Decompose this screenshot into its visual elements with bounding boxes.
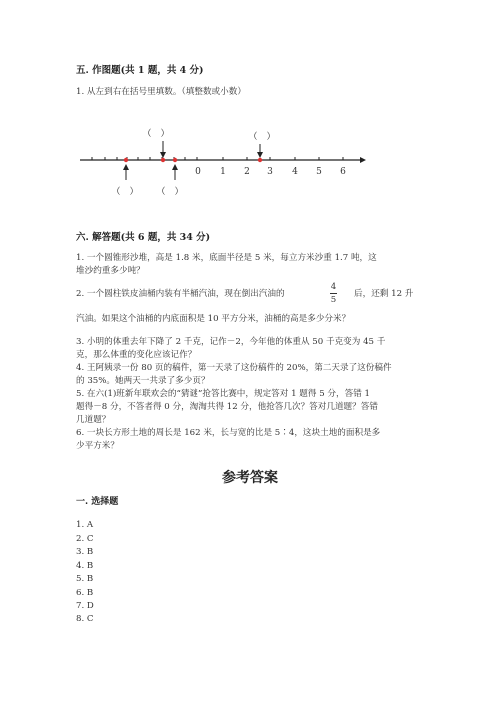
point-marker-4: [258, 158, 262, 162]
section5-question-1: 1. 从左到右在括号里填数。（填整数或小数）: [76, 87, 246, 97]
point-marker-3: [173, 158, 177, 162]
fraction-numerator: 4: [330, 282, 337, 292]
blank-top-1: （ ）: [142, 129, 170, 139]
point-marker-1: [124, 158, 128, 162]
question-3-line-1: 3. 小明的体重去年下降了 2 千克，记作－2，今年他的体重从 50 千克变为 45 千: [76, 337, 386, 347]
tick-label-5: 5: [316, 167, 322, 177]
fraction-bar: [330, 293, 337, 294]
tick-label-3: 3: [267, 167, 273, 177]
question-2-line-1: 2. 一个圆柱铁皮油桶内装有半桶汽油，现在倒出汽油的: [76, 289, 285, 299]
arrow-down-1-head: [160, 152, 166, 158]
question-5-line-1: 5. 在六(1)班新年联欢会的“猜谜”抢答比赛中，规定答对 1 题得 5 分，答错 1: [76, 389, 370, 399]
question-2-line-2: 汽油。如果这个油桶的内底面积是 10 平方分米，油桶的高是多少分米？: [76, 314, 351, 324]
answer-item: 1. A: [76, 520, 94, 530]
answer-item: 8. C: [76, 614, 94, 624]
answer-item: 7. D: [76, 601, 94, 611]
answer-item: 3. B: [76, 547, 94, 557]
question-4-line-1: 4. 王阿姨录一份 80 页的稿件，第一天录了这份稿件的 20%，第二天录了这份稿件: [76, 363, 392, 373]
fraction-four-fifths: [330, 282, 337, 305]
question-5-line-2: 题得－8 分，不答者得 0 分，淘淘共得 12 分，他抢答几次？答对几道题？答错: [76, 402, 378, 412]
blank-top-2: （ ）: [248, 132, 276, 142]
answer-item: 6. B: [76, 588, 94, 598]
question-3-line-2: 克，那么体重的变化应该记作？: [76, 350, 197, 360]
tick-label-2: 2: [244, 167, 250, 177]
tick-label-6: 6: [340, 167, 346, 177]
answers-title: 参考答案: [222, 470, 278, 486]
point-marker-2: [161, 158, 165, 162]
section6-heading: 六. 解答题(共 6 题，共 34 分): [76, 232, 211, 243]
answer-item: 5. B: [76, 574, 94, 584]
answers-section-1-heading: 一. 选择题: [76, 497, 119, 507]
question-2-line-1-end: 后，还剩 12 升: [354, 289, 414, 299]
arrow-up-1-head: [123, 164, 129, 170]
question-5-line-3: 几道题？: [76, 415, 111, 425]
question-1-line-2: 堆沙约重多少吨？: [76, 266, 145, 276]
number-line-figure: [70, 120, 370, 200]
answer-item: 4. B: [76, 561, 94, 571]
tick-label-0: 0: [195, 167, 201, 177]
question-6-line-2: 少平方米？: [76, 441, 119, 451]
question-6-line-1: 6. 一块长方形土地的周长是 162 米，长与宽的比是 5∶4，这块土地的面积是多: [76, 428, 381, 438]
blank-bottom-2: （ ）: [156, 187, 184, 197]
fraction-denominator: 5: [330, 295, 337, 305]
blank-bottom-1: （ ）: [111, 187, 139, 197]
question-1-line-1: 1. 一个圆锥形沙堆，高是 1.8 米，底面半径是 5 米，每立方米沙重 1.7 吨，这: [76, 253, 377, 263]
tick-label-4: 4: [292, 167, 298, 177]
number-line-arrowhead: [360, 157, 366, 163]
arrow-up-2-head: [172, 164, 178, 170]
question-4-line-2: 的 35%。她两天一共录了多少页？: [76, 376, 210, 386]
answer-item: 2. C: [76, 534, 94, 544]
tick-label-1: 1: [220, 167, 226, 177]
section5-heading: 五. 作图题(共 1 题，共 4 分): [76, 65, 204, 76]
arrow-down-2-head: [257, 152, 263, 158]
